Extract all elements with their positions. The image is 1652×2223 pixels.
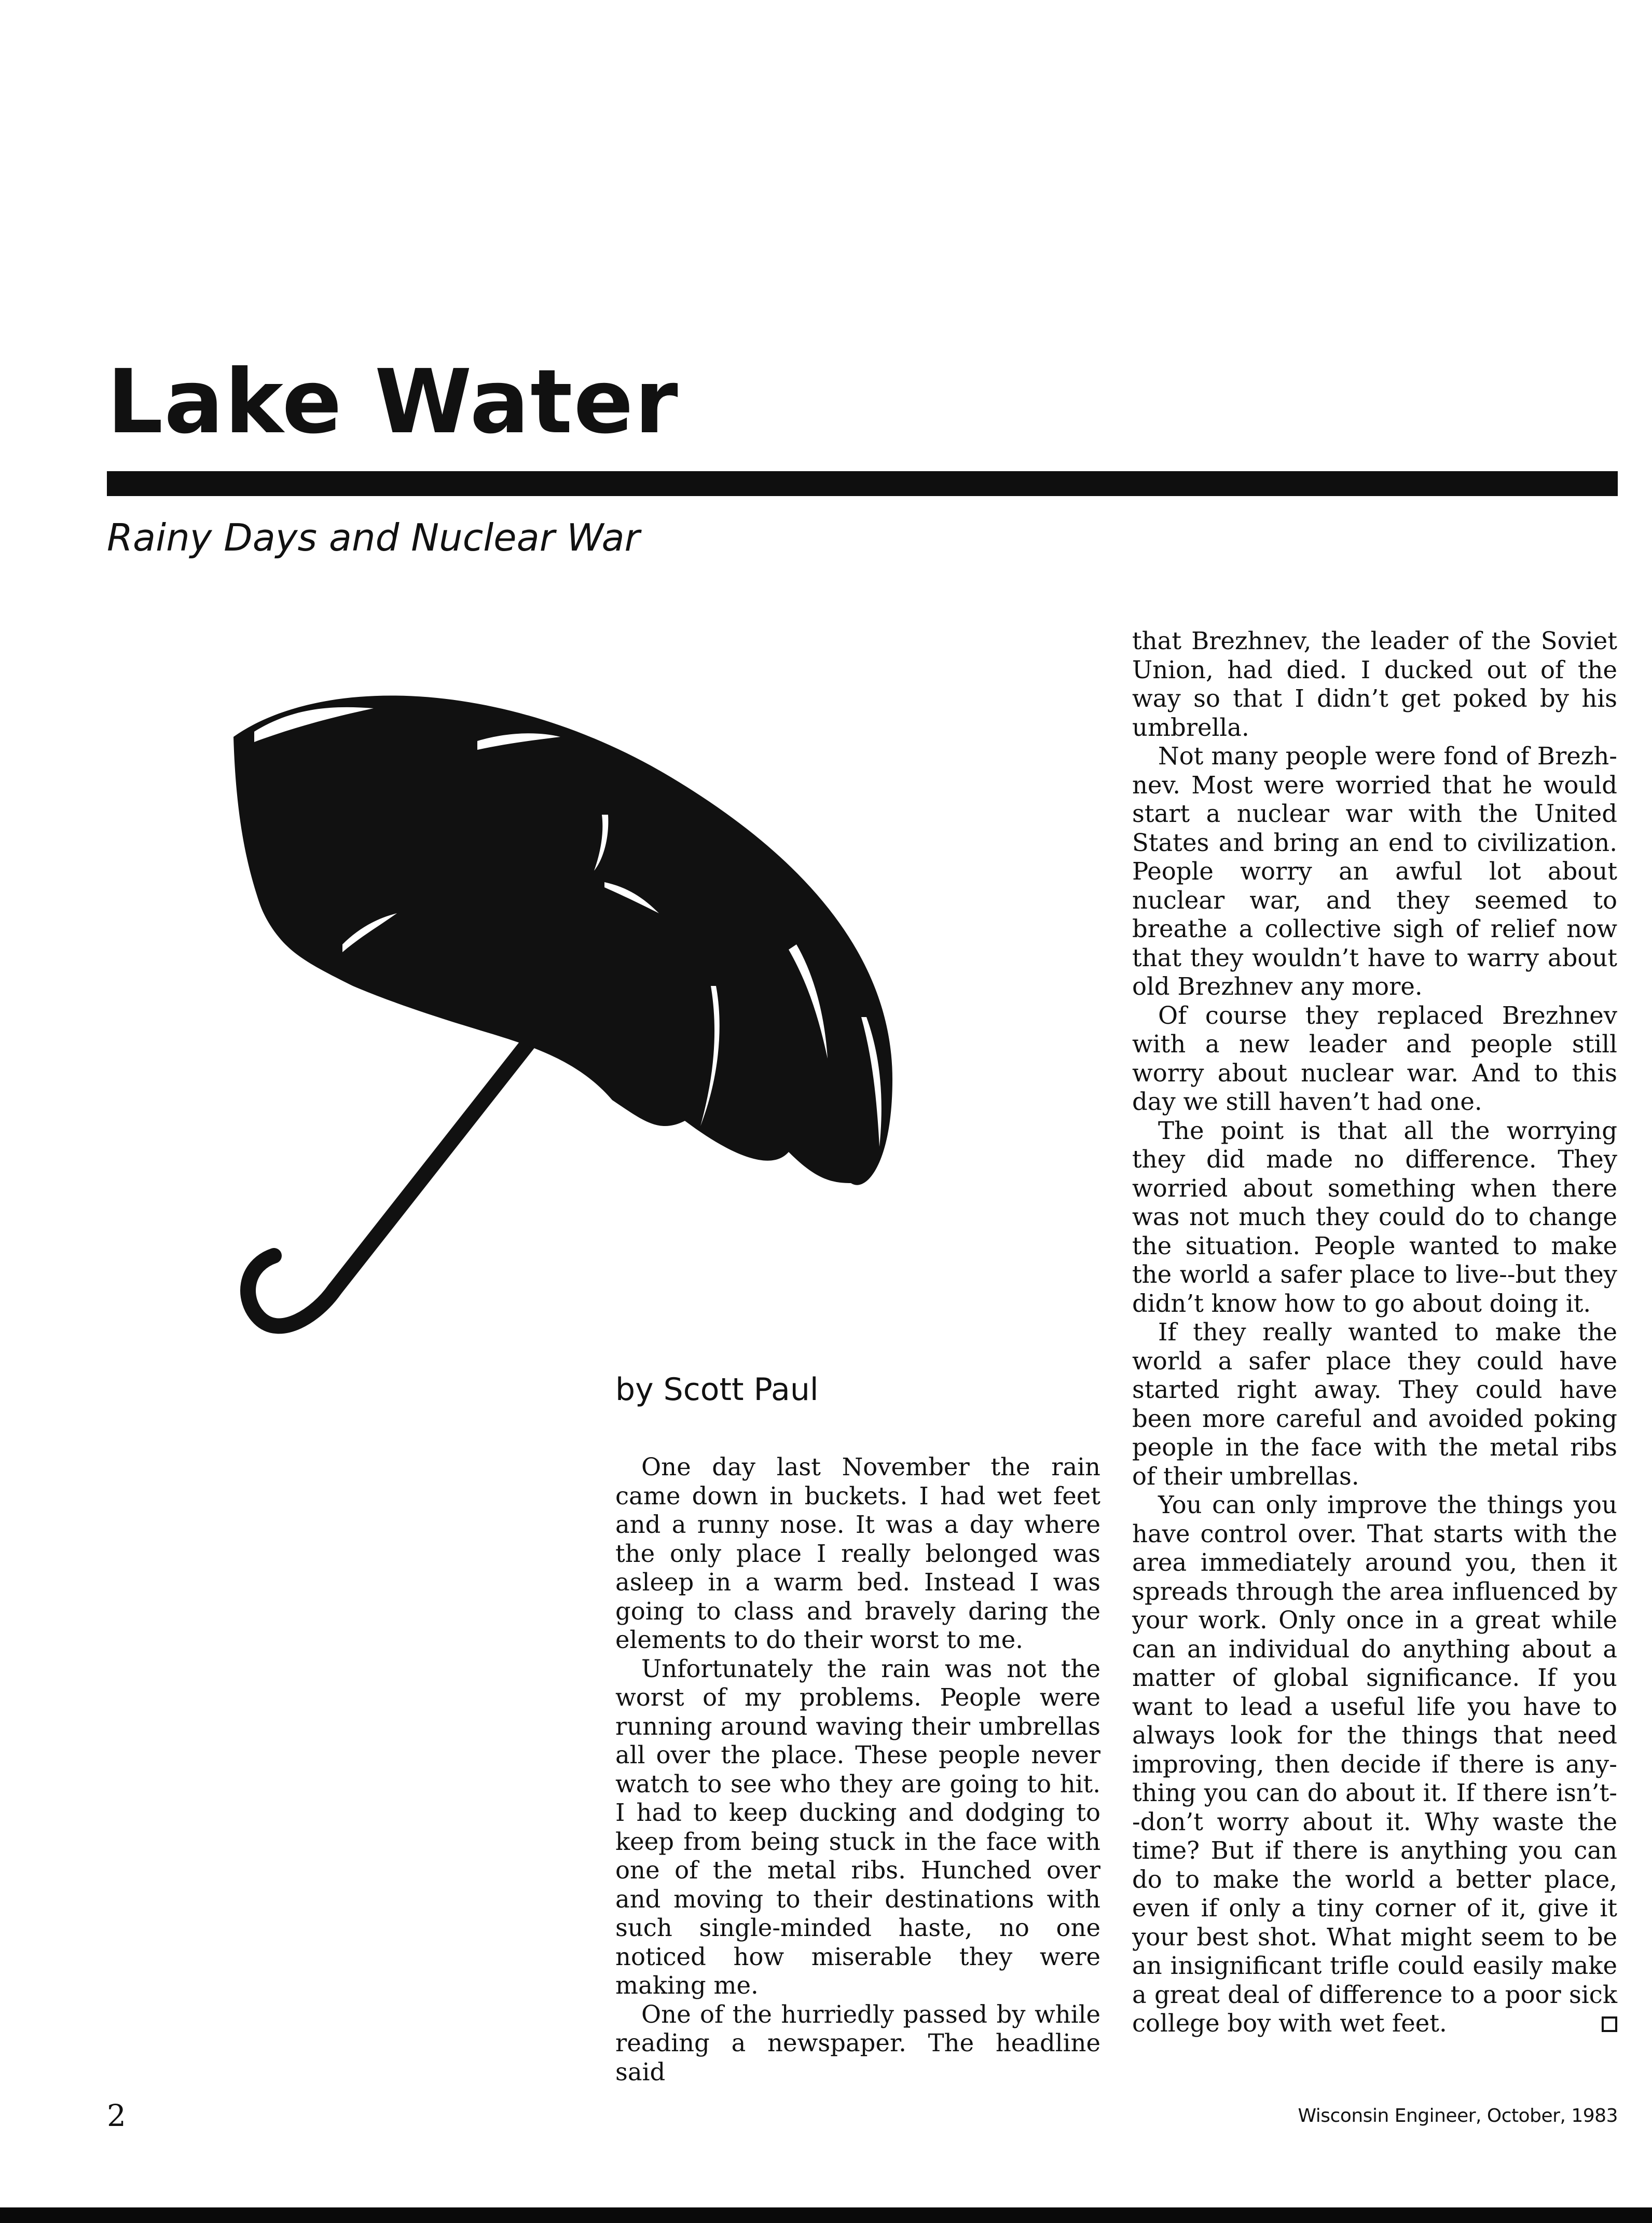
paragraph: Of course they replaced Brezhnev with a new leader and people still worry about nuclear war. And to this day we still haven’t had one.	[1132, 1001, 1617, 1116]
paragraph: Unfortunately the rain was not the worst of my problems. People were running around waving their umbrellas all over the place. These people never watch to see who they are going to hit. I had to keep ducking and dodging to keep from being stuck in the face with one of the metal ribs. Hunched over and moving to their destinations with such single-minded haste, no one noticed how miserable they were making me.	[615, 1654, 1100, 1999]
page-number: 2	[107, 2098, 126, 2133]
paragraph: Not many people were fond of Brezhnev. Most were worried that he would start a nuclear war with the United States and bring an end to civilization. People worry an awful lot about nuclear war, and they seemed to breathe a collective sigh of relief now that they wouldn’t have to warry about old Brezhnev any more.	[1132, 742, 1617, 1000]
paragraph: If they really wanted to make the world a safer place they could have started right away. They could have been more careful and avoided poking people in the face with the metal ribs of their umbrellas.	[1132, 1318, 1617, 1490]
paragraph: One of the hurriedly passed by while reading a newspaper. The headline said	[615, 2000, 1100, 2086]
paragraph: One day last November the rain came down in buckets. I had wet feet and a runny nose. It was a day where the only place I really belonged was asleep in a warm bed. Instead I was going to class and bravely daring the elements to do their worst to me.	[615, 1453, 1100, 1654]
byline: by Scott Paul	[615, 1371, 819, 1408]
scan-edge-bar	[0, 2207, 1652, 2223]
article-subtitle: Rainy Days and Nuclear War	[107, 516, 640, 559]
umbrella-icon	[218, 654, 1007, 1401]
publication-footer: Wisconsin Engineer, October, 1983	[1298, 2105, 1618, 2126]
paragraph-continuation: that Brezhnev, the leader of the Soviet Union, had died. I ducked out of the way so that I didn’t get poked by his umbrella.	[1132, 627, 1617, 742]
paragraph-text: You can only improve the things you have control over. That starts with the area immediately around you, then it spreads through the area influenced by your work. Only once in a great while can an individual do anything about a matter of global significance. If you want to lead a useful life you have to always look for the things that need improving, then decide if there is anything you can do about it. If there isn’t--don’t worry about it. Why waste the time? But if there is anything you can do to make the world a better place, even if only a tiny corner of it, give it your best shot. What might seem to be an insignificant trifle could easily make a great deal of difference to a poor sick college boy with wet feet.	[1132, 1491, 1617, 2037]
article-column-1	[615, 1453, 1100, 2087]
article-title: Lake Water	[107, 351, 679, 454]
article-column-2	[1132, 627, 1617, 2038]
title-rule	[107, 471, 1618, 496]
paragraph-last	[1132, 1491, 1617, 2038]
paragraph: The point is that all the worrying they did made no difference. They worried about something when there was not much they could do to change the situation. People wanted to make the world a safer place to live--but they didn’t know how to go about doing it.	[1132, 1116, 1617, 1318]
end-mark-icon	[1602, 2016, 1617, 2032]
